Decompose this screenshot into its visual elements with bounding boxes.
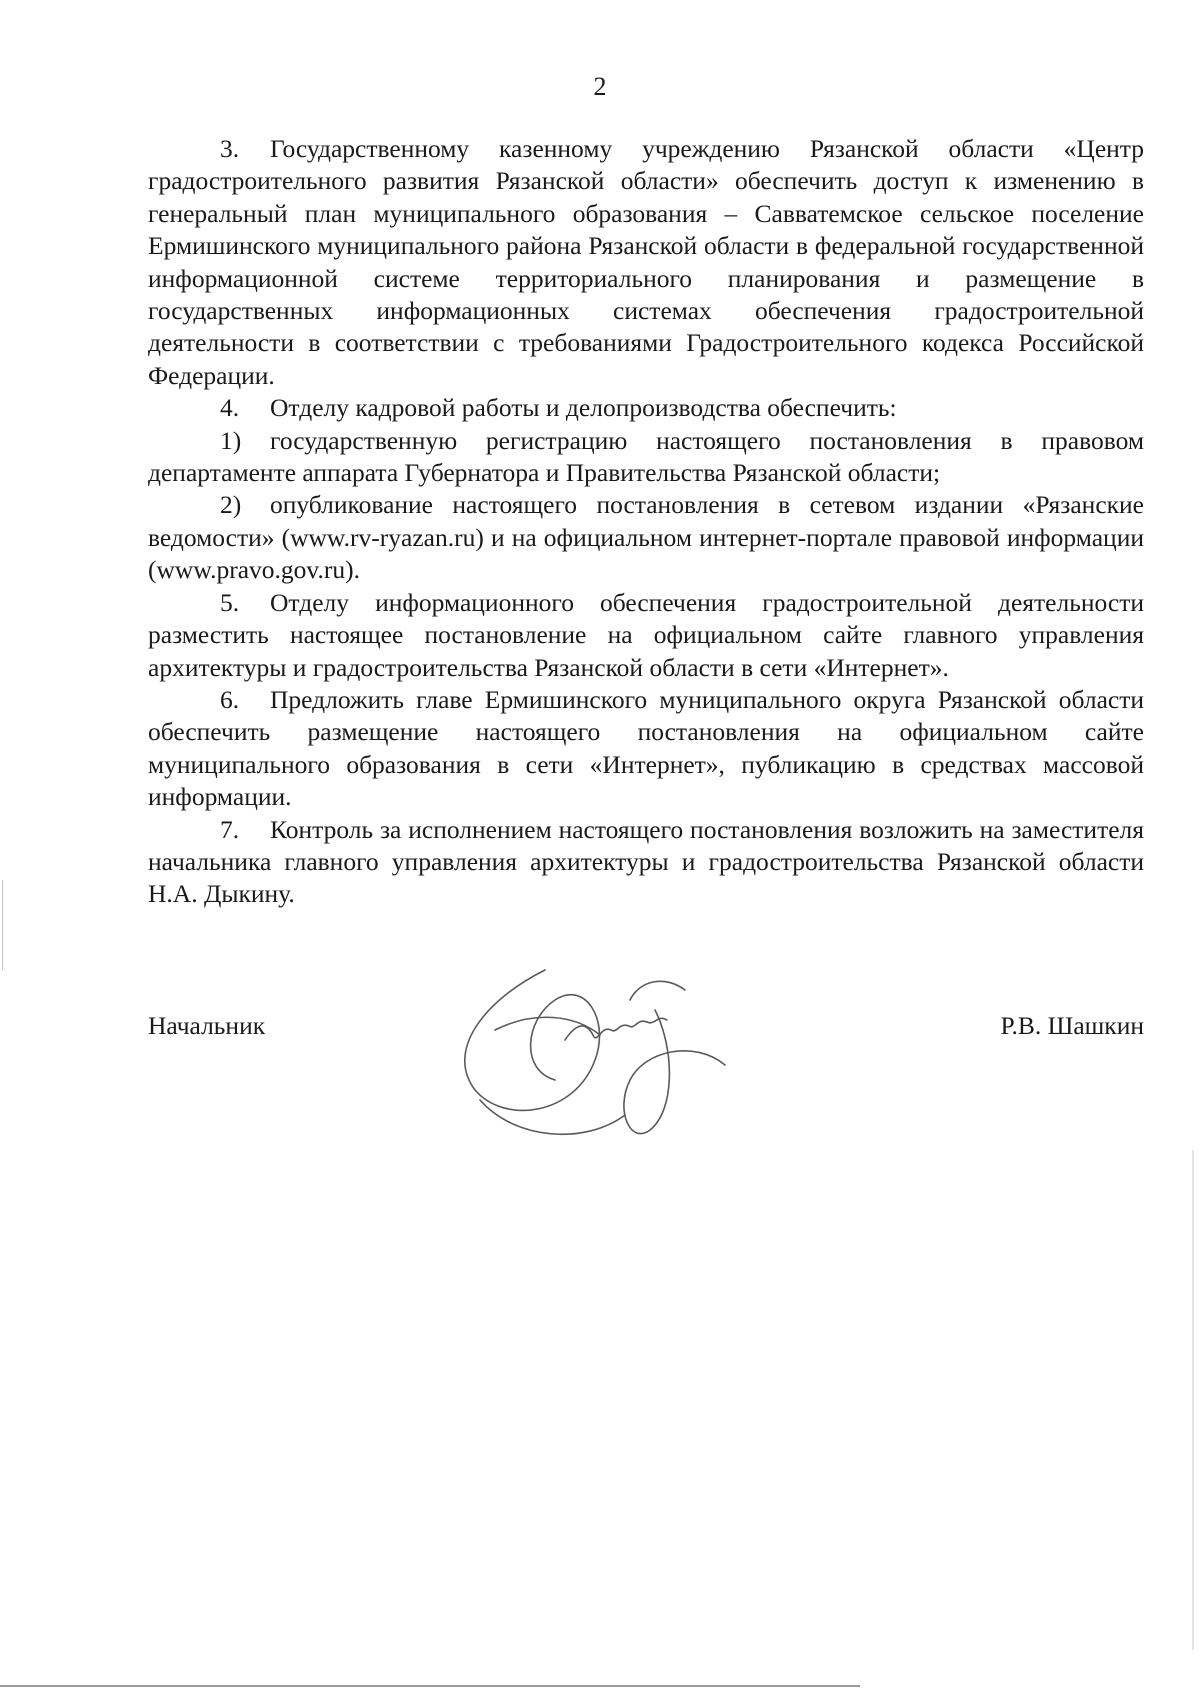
signer-position: Начальник xyxy=(148,1011,266,1040)
paragraph-text: государственную регистрацию настоящего постановления в правовом департаменте аппарата Губернатора и Правительства Рязанской области; xyxy=(148,425,1144,488)
paragraph-text: Отделу кадровой работы и делопроизводства обеспечить: xyxy=(270,393,897,423)
paragraph-number: 1) xyxy=(220,425,242,455)
scan-edge-line xyxy=(0,1685,860,1687)
paragraph-4-1 xyxy=(148,425,1144,490)
paragraph-text: Предложить главе Ермишинского муниципального округа Рязанской области обеспечить размещение настоящего постановления на официальном сайте муниципального образования в сети «Интернет», публикацию в средствах массовой информации. xyxy=(148,684,1144,812)
handwritten-signature xyxy=(425,940,765,1160)
signer-name: Р.В. Шашкин xyxy=(1000,1011,1144,1040)
paragraph-number: 6. xyxy=(220,684,240,714)
scan-edge-mark xyxy=(2,880,3,970)
paragraph-number: 5. xyxy=(220,587,240,617)
paragraph-number: 4. xyxy=(220,393,240,423)
paragraph-7 xyxy=(148,814,1144,911)
paragraph-text: Контроль за исполнением настоящего постановления возложить на заместителя начальника главного управления архитектуры и градостроительства Рязанской области Н.А. Дыкину. xyxy=(148,814,1144,909)
signature-block xyxy=(148,1010,1144,1050)
paragraph-text: Государственному казенному учреждению Рязанской области «Центр градостроительного развития Рязанской области» обеспечить доступ к изменению в генеральный план муниципального образования – Савватемское сельское поселение Ермишинского муниципального района Рязанской области в федеральной государственной информационной системе территориального планирования и размещение в государственных информационных системах обеспечения градостроительной деятельности в соответствии с требованиями Градостроительного кодекса Российской Федерации. xyxy=(148,134,1144,390)
paragraph-6 xyxy=(148,684,1144,814)
page-number: 2 xyxy=(593,72,607,101)
paragraph-number: 7. xyxy=(220,814,240,844)
paragraph-text: Отделу информационного обеспечения градостроительной деятельности разместить настоящее постановление на официальном сайте главного управления архитектуры и градостроительства Рязанской области в сети «Интернет». xyxy=(148,587,1144,682)
paragraph-5 xyxy=(148,587,1144,684)
paragraph-4-2 xyxy=(148,489,1144,586)
document-body xyxy=(148,133,1144,911)
paragraph-text: опубликование настоящего постановления в сетевом издании «Рязанские ведомости» (www.rv-ryazan.ru) и на официальном интернет-портале правовой информации (www.pravo.gov.ru). xyxy=(148,490,1144,585)
scan-edge-mark xyxy=(1192,1150,1194,1650)
paragraph-3 xyxy=(148,133,1144,392)
paragraph-4 xyxy=(148,392,1144,424)
paragraph-number: 3. xyxy=(220,134,240,163)
paragraph-number: 2) xyxy=(220,490,242,520)
